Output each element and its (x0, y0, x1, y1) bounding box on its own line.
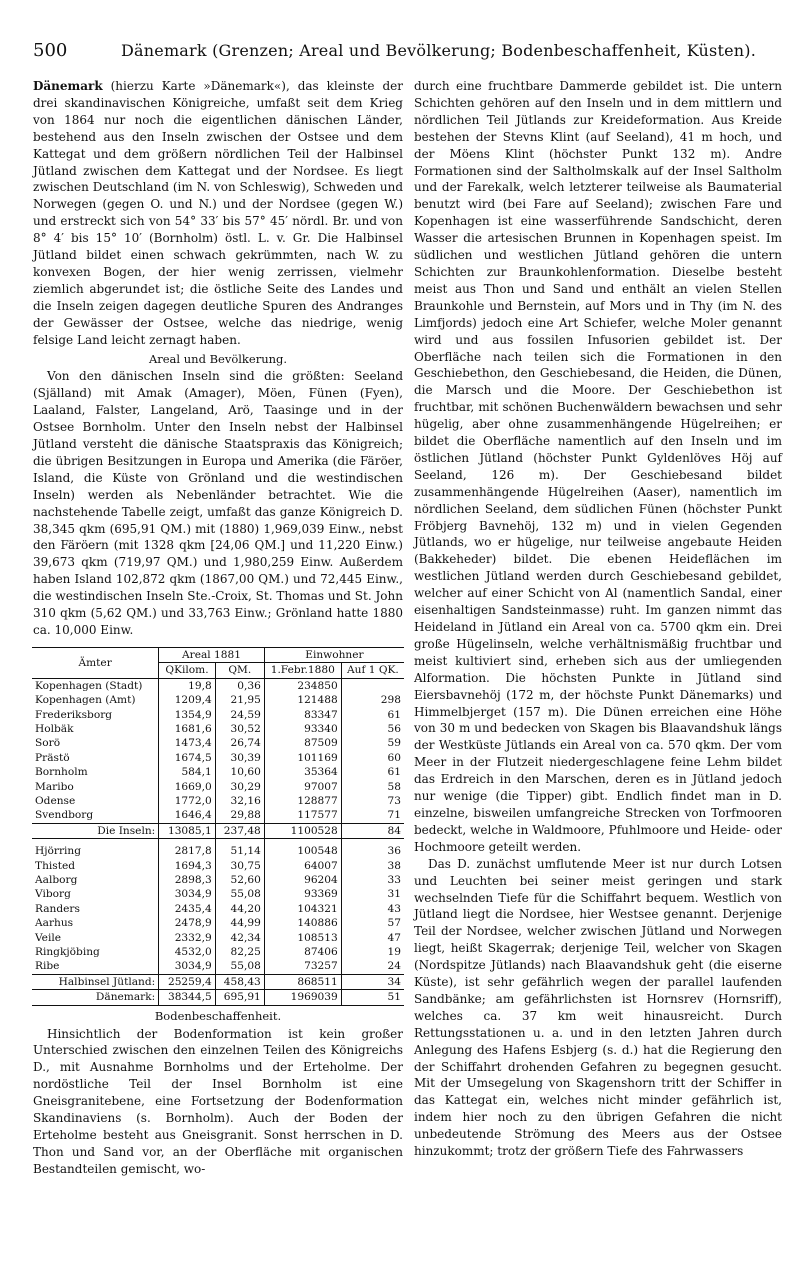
table-row-total (32, 990, 404, 1005)
cell-einw: 868511 (264, 974, 341, 989)
cell-qkm: 13085,1 (159, 823, 216, 838)
header-title: Dänemark (Grenzen; Areal und Bevölkerung; Bodenbeschaffenheit, Küsten). (121, 41, 757, 60)
table-row (32, 780, 404, 794)
cell-qm: 0,36 (215, 678, 264, 693)
cell-density: 56 (341, 722, 404, 736)
col-header-qm: QM. (215, 663, 264, 678)
cell-qkm: 1681,6 (159, 722, 216, 736)
cell-qm: 30,29 (215, 780, 264, 794)
cell-qkm: 19,8 (159, 678, 216, 693)
table-row (32, 945, 404, 959)
table-row (32, 887, 404, 901)
cell-name: Aalborg (35, 874, 78, 886)
col-header-auf: Auf 1 QK. (341, 663, 404, 678)
cell-qm: 30,52 (215, 722, 264, 736)
cell-einw: 1100528 (264, 823, 341, 838)
cell-qm: 458,43 (215, 974, 264, 989)
cell-qm: 44,20 (215, 902, 264, 916)
cell-qkm: 1473,4 (159, 736, 216, 750)
cell-density: 61 (341, 765, 404, 779)
cell-einw: 87406 (264, 945, 341, 959)
cell-density: 57 (341, 916, 404, 930)
table-body-jutland (32, 839, 404, 975)
cell-density: 38 (341, 859, 404, 873)
cell-qm: 82,25 (215, 945, 264, 959)
boden-paragraph: Hinsichtlich der Bodenformation ist kein großer Unterschied zwischen den einzelnen Teilen des Königreichs D., mit Ausnahme Bornholms und der Erteholme. Der nordöstliche Teil der Insel Bornholm ist eine Gneisgranitebene, eine Fortsetzung der Bodenformation Skandinaviens (s. Bornholm). Auch der Boden der Erteholme besteht aus Gneisgranit. Sonst herrschen in D. Thon und Sand vor, an der Oberfläche mit organischen Bestandteilen gemischt, wo- (33, 1026, 403, 1176)
cell-density: 36 (341, 839, 404, 859)
cell-qkm: 1354,9 (159, 708, 216, 722)
table-row (32, 708, 404, 722)
table-row-sum (32, 974, 404, 989)
cell-einw: 83347 (264, 708, 341, 722)
cell-einw: 117577 (264, 808, 341, 823)
section-heading-boden: Bodenbeschaffenheit. (154, 1008, 282, 1023)
page-number: 500 (33, 40, 68, 61)
table-sum-islands (32, 823, 404, 838)
cell-qkm: 2478,9 (159, 916, 216, 930)
cell-name: Dänemark: (95, 991, 156, 1004)
table-row (32, 751, 404, 765)
cell-name: Svendborg (35, 809, 94, 822)
cell-qkm: 1694,3 (159, 859, 216, 873)
cell-density: 34 (341, 974, 404, 989)
cell-density: 59 (341, 736, 404, 750)
table-row (32, 678, 404, 693)
cell-qkm: 1669,0 (159, 780, 216, 794)
cell-qkm: 1772,0 (159, 794, 216, 808)
cell-einw: 35364 (264, 765, 341, 779)
cell-qm: 237,48 (215, 823, 264, 838)
cell-name: Hjörring (35, 845, 82, 858)
cell-name: Halbinsel Jütland: (32, 974, 159, 989)
lemma-heading: Dänemark (33, 79, 103, 93)
running-header (33, 40, 773, 70)
cell-name: Maribo (35, 780, 74, 793)
cell-name: Viborg (35, 888, 71, 901)
table-row (32, 794, 404, 808)
table-row (32, 859, 404, 873)
cell-qm: 52,60 (215, 873, 264, 887)
cell-density: 84 (341, 823, 404, 838)
col-header-einwohner: Einwohner (264, 647, 404, 662)
cell-qm: 42,34 (215, 931, 264, 945)
table-row (32, 839, 404, 859)
cell-qkm: 3034,9 (159, 959, 216, 974)
section-heading-areal: Areal und Bevölkerung. (148, 351, 288, 366)
table-row-sum (32, 823, 404, 838)
cell-einw: 87509 (264, 736, 341, 750)
table-row (32, 873, 404, 887)
cell-name: Ribe (35, 960, 60, 973)
cell-name: Randers (35, 902, 80, 915)
cell-qm: 32,16 (215, 794, 264, 808)
cell-qm: 21,95 (215, 693, 264, 707)
cell-einw: 101169 (264, 751, 341, 765)
cell-name: Kopenhagen (Stadt) (35, 679, 143, 692)
cell-qm: 26,74 (215, 736, 264, 750)
cell-qkm: 4532,0 (159, 945, 216, 959)
cell-density: 33 (341, 873, 404, 887)
col-header-qkm: QKilom. (159, 663, 216, 678)
cell-qkm: 1674,5 (159, 751, 216, 765)
cell-qkm: 2898,3 (159, 873, 216, 887)
cell-einw: 96204 (264, 873, 341, 887)
table-row (32, 722, 404, 736)
cell-einw: 104321 (264, 902, 341, 916)
cell-einw: 108513 (264, 931, 341, 945)
cell-qkm: 584,1 (159, 765, 216, 779)
table-row (32, 736, 404, 750)
table-row (32, 808, 404, 823)
cell-einw: 73257 (264, 959, 341, 974)
cell-qm: 55,08 (215, 887, 264, 901)
cell-qm: 30,39 (215, 751, 264, 765)
statistics-table (32, 647, 404, 1006)
cell-density: 298 (341, 693, 404, 707)
cell-qkm: 3034,9 (159, 887, 216, 901)
table-row (32, 693, 404, 707)
cell-density: 58 (341, 780, 404, 794)
cell-qm: 51,14 (215, 839, 264, 859)
boden-continued-paragraph: durch eine fruchtbare Dammerde gebildet ist. Die untern Schichten gehören auf den Inseln und in dem mittlern und nördlichen Teil Jütlands zur Kreideformation. Aus Kreide bestehen der Stevns Klint (auf Seeland), 41 m hoch, und der Möens Klint (höchster Punkt 132 m). Andre Formationen sind der Saltholmskalk auf der Insel Saltholm und der Farekalk, welch letzterer teilweise als Baumaterial benutzt wird (bei Fare auf Seeland); zwischen Fare und Kopenhagen ist eine wasserführende Sandschicht, deren Wasser die artesischen Brunnen in Kopenhagen speist. Im südlichen und westlichen Jütland gehören die untern Schichten zur Braunkohlenformation. Dieselbe besteht meist aus Thon und Sand und enthält an vielen Stellen Braunkohle und Bernstein, auf Mors und in Thy (im N. des Limfjords) jedoch eine Art Schiefer, welche Moler genannt wird und aus fossilen Infusorien gebildet ist. Der Oberfläche nach teilen sich die Formationen in den Geschiebethon, den Geschiebesand, die Heiden, die Dünen, die Marsch und die Moore. Der Geschiebethon ist fruchtbar, mit schönen Buchenwäldern bewachsen und sehr hügelig, aber ohne zusammenhängende Hügelreihen; er bildet die Oberfläche namentlich auf den Inseln und im östlichen Jütland (höchster Punkt Gyldenlöves Höj auf Seeland, 126 m). Der Geschiebesand bildet zusammenhängende Hügelreihen (Aaser), namentlich im nördlichen Seeland, dem südlichen Fünen (höchster Punkt Fröbjerg Bavnehöj, 132 m) und in vielen Gegenden Jütlands, wo er hügelige, nur teilweise angebaute Heiden (Bakkeheder) bildet. Die ebenen Heideflächen im westlichen Jütland werden durch Geschiebesand gebildet, welcher auf einer Schicht von Al (namentlich Sandal, einer eisenhaltigen Sandsteinmasse) ruht. Im ganzen nimmt das Heideland in Jütland ein Areal von ca. 5700 qkm ein. Drei große Hügelinseln, welche verhältnismäßig fruchtbar und meist kultiviert sind, erheben sich aus der umliegenden Alformation. Die höchsten Punkte in Jütland sind Eiersbavnehöj (172 m, der höchste Punkt Dänemarks) und Himmelbjerget (157 m). Die Dünen erreichen eine Höhe von 30 m und bedecken von Skagen bis Blaavandshuk längs der Westküste Jütlands ein Areal von ca. 570 qkm. Der vom Meer in der Flutzeit niedergeschlagene feine Lehm bildet das Erdreich in den Marschen, deren es in Jütland jedoch nur wenige (die Tipper) gibt. Endlich findet man in D. einzelne, bisweilen umfangreiche Strecken von Torfmooren bedeckt, welche in Waldmoore, Pfuhlmoore und Heide- oder Hochmoore geteilt werden. (414, 79, 782, 854)
col-header-1feb: 1.Febr.1880 (264, 663, 341, 678)
cell-einw: 128877 (264, 794, 341, 808)
cell-einw: 1969039 (264, 990, 341, 1005)
cell-qm: 30,75 (215, 859, 264, 873)
cell-density: 60 (341, 751, 404, 765)
cell-density: 71 (341, 808, 404, 823)
cell-density: 19 (341, 945, 404, 959)
kuesten-paragraph: Das D. zunächst umflutende Meer ist nur durch Lotsen und Leuchten bei seiner meist geringen und stark wechselnden Tiefe für die Schiffahrt bequem. Westlich von Jütland liegt die Nordsee, hier Westsee genannt. Derjenige Teil der Nordsee, welcher zwischen Jütland und Norwegen liegt, heißt Skagerrak; derjenige Teil, welcher von Skagen (Nordspitze Jütlands) nach Blaavandshuk geht (die eiserne Küste), ist sehr gefährlich wegen der parallel laufenden Sandbänke; am gefährlichsten ist Hornsrev (Hornsriff), welches ca. 37 km weit hinausreicht. Durch Rettungsstationen u. a. und in den letzten Jahren durch Anlegung des Hafens Esbjerg (s. d.) hat die Regierung den der Schiffahrt drohenden Gefahren zu begegnen gesucht. Mit der Umsegelung von Skagenshorn tritt der Schiffer in das Kattegat ein, welches nicht minder gefährlich ist, indem hier noch zu den übrigen Gefahren die nicht unbedeutende Strömung des Meers aus der Ostsee hinzukommt; trotz der größern Tiefe des Fahrwassers (414, 856, 782, 1159)
cell-einw: 100548 (264, 839, 341, 859)
cell-einw: 93369 (264, 887, 341, 901)
table-row (32, 959, 404, 974)
cell-name: Aarhus (35, 917, 74, 930)
cell-einw: 93340 (264, 722, 341, 736)
cell-qm: 10,60 (215, 765, 264, 779)
cell-qm: 44,99 (215, 916, 264, 930)
table-row (32, 765, 404, 779)
cell-density: 47 (341, 931, 404, 945)
cell-name: Thisted (35, 859, 76, 872)
table-row (32, 916, 404, 930)
cell-density: 61 (341, 708, 404, 722)
cell-name: Odense (35, 794, 76, 807)
cell-density: 31 (341, 887, 404, 901)
cell-qkm: 25259,4 (159, 974, 216, 989)
cell-qm: 55,08 (215, 959, 264, 974)
cell-name: Ringkjöbing (35, 946, 100, 959)
table-row (32, 902, 404, 916)
cell-name: Bornholm (35, 766, 88, 779)
right-column (414, 78, 782, 1160)
intro-text: (hierzu Karte »Dänemark«), das kleinste der drei skandinavischen Königreiche, umfaßt seit dem Krieg von 1864 nur noch die eigentlichen dänischen Länder, bestehend aus den Inseln zwischen der Ostsee und dem Kattegat und dem größern nördlichen Teil der Halbinsel Jütland zwischen dem Kattegat und der Nordsee. Es liegt zwischen Deutschland (im N. von Schleswig), Schweden und Norwegen (gegen O. und N.) und der Nordsee (gegen W.) und erstreckt sich von 54° 33′ bis 57° 45′ nördl. Br. und von 8° 4′ bis 15° 10′ (Bornholm) östl. L. v. Gr. Die Halbinsel Jütland bildet einen schwach gekrümmten, nach W. zu konvexen Bogen, der hier wenig zerrissen, vielmehr ziemlich abgerundet ist; die östliche Seite des Landes und die Inseln zeigen dagegen deutliche Spuren des Andranges der Gewässer der Ostsee, welche das niedrige, wenig felsige Land leicht zernagt haben. (33, 79, 403, 347)
cell-qkm: 38344,5 (159, 990, 216, 1005)
cell-qm: 24,59 (215, 708, 264, 722)
cell-qm: 29,88 (215, 808, 264, 823)
cell-qkm: 2332,9 (159, 931, 216, 945)
cell-name: Die Inseln: (32, 823, 159, 838)
cell-einw: 121488 (264, 693, 341, 707)
cell-name: Veile (35, 931, 61, 944)
table-sum-jutland (32, 974, 404, 1005)
cell-qkm: 2435,4 (159, 902, 216, 916)
intro-paragraph (33, 78, 403, 349)
cell-qm: 695,91 (215, 990, 264, 1005)
cell-density: 43 (341, 902, 404, 916)
cell-qkm: 1646,4 (159, 808, 216, 823)
cell-density: 73 (341, 794, 404, 808)
left-column (33, 78, 403, 1178)
cell-density (341, 678, 404, 693)
cell-density: 51 (341, 990, 404, 1005)
cell-einw: 97007 (264, 780, 341, 794)
cell-einw: 234850 (264, 678, 341, 693)
cell-qkm: 2817,8 (159, 839, 216, 859)
cell-einw: 64007 (264, 859, 341, 873)
cell-name: Holbäk (35, 722, 74, 735)
cell-name: Prästö (35, 751, 70, 764)
cell-qkm: 1209,4 (159, 693, 216, 707)
col-header-areal: Areal 1881 (159, 647, 265, 662)
areal-paragraph: Von den dänischen Inseln sind die größten: Seeland (Själland) mit Amak (Amager), Möen, Fünen (Fyen), Laaland, Falster, Langeland, Arö, Taasinge und in der Ostsee Bornholm. Unter den Inseln nebst der Halbinsel Jütland versteht die dänische Staatspraxis das Königreich; die übrigen Besitzungen in Europa und Amerika (die Färöer, Island, die Küste von Grönland und die westindischen Inseln) werden als Nebenländer betrachtet. Wie die nachstehende Tabelle zeigt, umfaßt das ganze Königreich D. 38,345 qkm (695,91 QM.) mit (1880) 1,969,039 Einw., nebst den Färöern (mit 1328 qkm [24,06 QM.] und 11,220 Einw.) 39,673 qkm (719,97 QM.) und 1,980,259 Einw. Außerdem haben Island 102,872 qkm (1867,00 QM.) und 72,445 Einw., die westindischen Inseln Ste.-Croix, St. Thomas und St. John 310 qkm (5,62 QM.) und 33,763 Einw.; Grönland hatte 1880 ca. 10,000 Einw. (33, 369, 403, 637)
cell-density: 24 (341, 959, 404, 974)
cell-name: Sorö (35, 737, 61, 750)
cell-name: Kopenhagen (Amt) (35, 694, 136, 707)
cell-einw: 140886 (264, 916, 341, 930)
col-header-amter: Ämter (32, 647, 159, 678)
table-body-islands (32, 678, 404, 823)
table-row (32, 931, 404, 945)
cell-name: Frederiksborg (35, 708, 113, 721)
